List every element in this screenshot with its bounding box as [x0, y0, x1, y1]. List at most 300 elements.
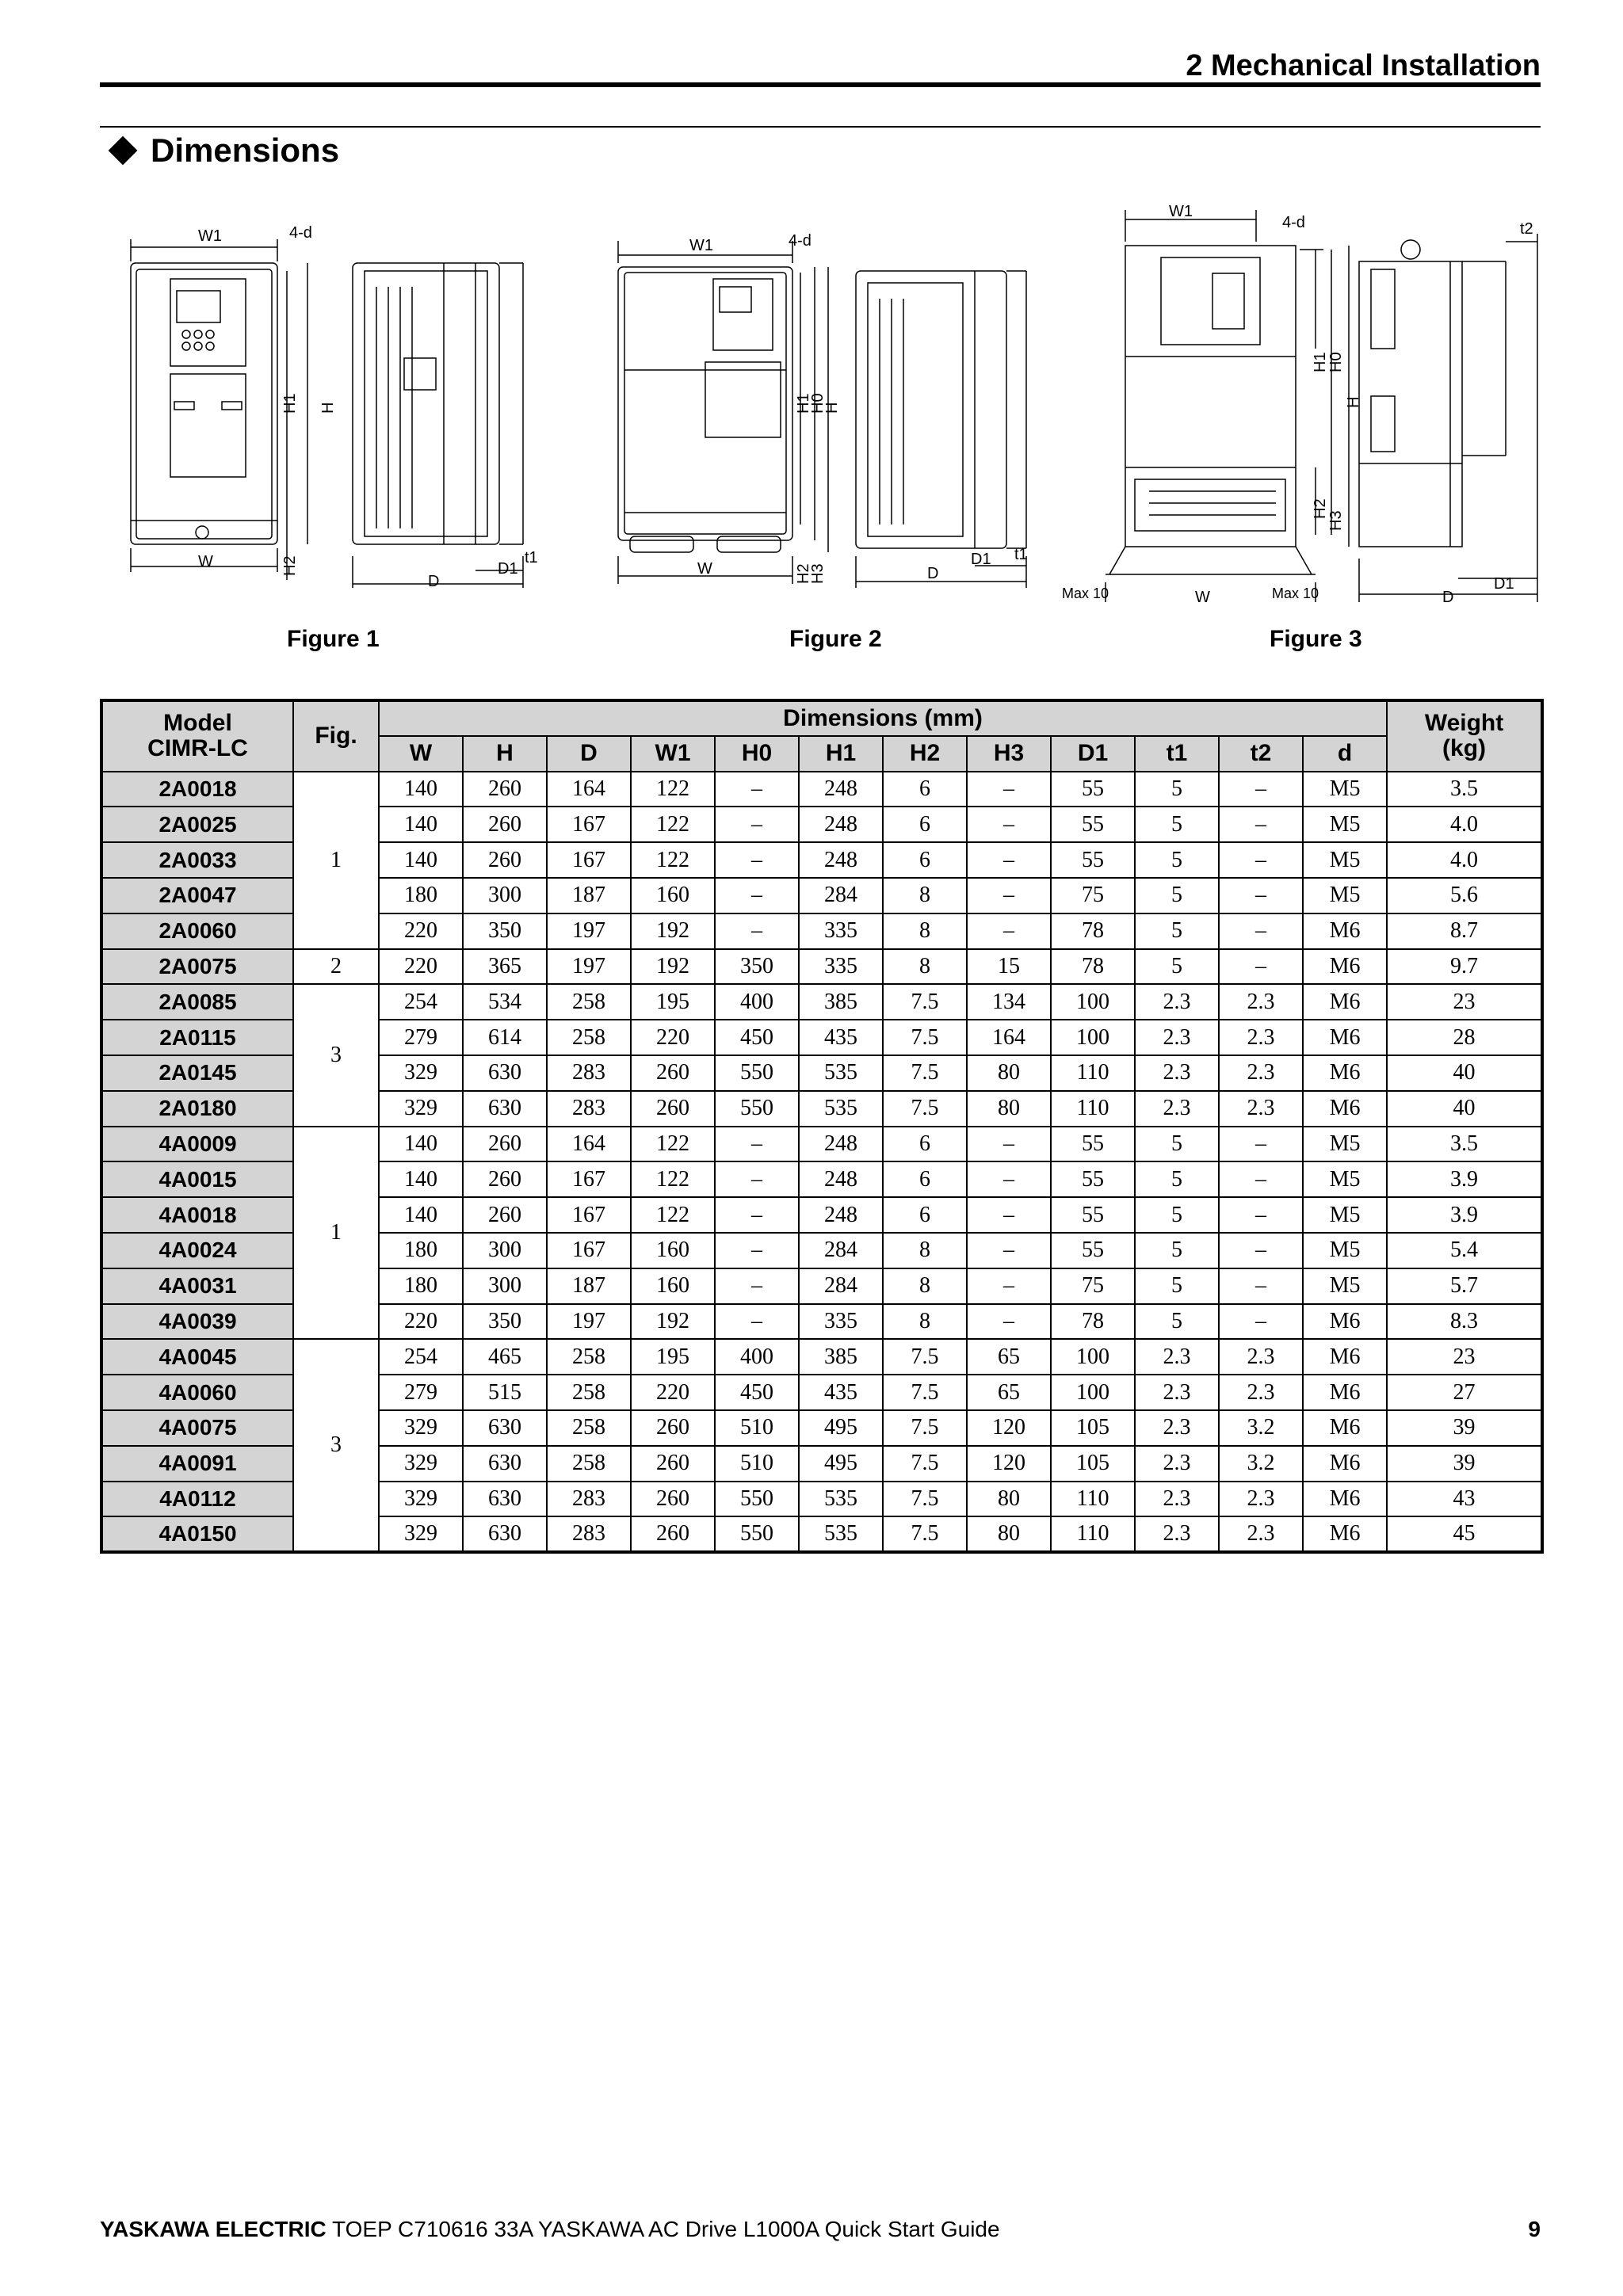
diamond-bullet-icon [109, 136, 138, 166]
header-model-line1: Model [163, 710, 232, 737]
dimension-cell: 2.3 [1219, 1091, 1303, 1127]
weight-cell: 39 [1387, 1446, 1542, 1482]
dimension-cell: 329 [379, 1446, 463, 1482]
dimension-cell: – [1219, 949, 1303, 985]
dimension-cell: 400 [715, 1339, 799, 1375]
fig2-label-h1: H1 [795, 393, 812, 414]
weight-cell: 5.7 [1387, 1268, 1542, 1304]
fig2-label-h: H [823, 402, 841, 414]
dimension-cell: – [967, 772, 1051, 807]
dimension-cell: 6 [883, 1161, 967, 1197]
dimension-cell: – [715, 878, 799, 913]
dimension-cell: 284 [799, 1268, 883, 1304]
dimension-cell: – [967, 1127, 1051, 1162]
dimension-cell: 614 [463, 1020, 547, 1055]
dimension-cell: 260 [463, 842, 547, 878]
dimension-cell: M5 [1303, 1197, 1387, 1233]
weight-cell: 9.7 [1387, 949, 1542, 985]
dimension-cell: 8 [883, 1268, 967, 1304]
model-cell: 2A0145 [101, 1055, 293, 1091]
header-dimensions: Dimensions (mm) [379, 700, 1387, 736]
dimension-cell: M6 [1303, 949, 1387, 985]
dimension-cell: 140 [379, 1197, 463, 1233]
dimension-cell: M6 [1303, 1410, 1387, 1446]
dimension-cell: M6 [1303, 1339, 1387, 1375]
dimension-cell: 300 [463, 1268, 547, 1304]
dimension-cell: 2.3 [1135, 1482, 1219, 1517]
dimension-cell: 254 [379, 1339, 463, 1375]
dimension-cell: – [967, 807, 1051, 842]
dimension-cell: 535 [799, 1516, 883, 1552]
dimension-cell: 164 [547, 1127, 631, 1162]
weight-cell: 4.0 [1387, 842, 1542, 878]
dimensions-table [100, 699, 1544, 1554]
dimension-cell: 283 [547, 1055, 631, 1091]
dimension-cell: 630 [463, 1410, 547, 1446]
model-cell: 4A0060 [101, 1375, 293, 1410]
dimension-cell: 55 [1051, 1197, 1135, 1233]
fig2-label-h3: H3 [809, 563, 827, 584]
dimension-cell: 220 [379, 913, 463, 949]
dimension-cell: 220 [379, 949, 463, 985]
dimension-cell: 197 [547, 913, 631, 949]
fig3-label-d: D [1442, 589, 1454, 606]
fig3-label-4d: 4-d [1282, 214, 1305, 231]
dimension-cell: 329 [379, 1091, 463, 1127]
fig-cell: 3 [293, 1339, 379, 1552]
dimension-cell: M5 [1303, 842, 1387, 878]
dimension-cell: 55 [1051, 772, 1135, 807]
model-cell: 2A0075 [101, 949, 293, 985]
weight-cell: 8.3 [1387, 1304, 1542, 1340]
section-heading [109, 132, 339, 170]
dimension-cell: 2.3 [1135, 1055, 1219, 1091]
dimension-cell: 5 [1135, 1161, 1219, 1197]
dimension-cell: 192 [631, 913, 715, 949]
dimension-cell: 7.5 [883, 1446, 967, 1482]
dimension-cell: 258 [547, 1375, 631, 1410]
dimension-cell: 55 [1051, 1233, 1135, 1268]
dimension-cell: 105 [1051, 1410, 1135, 1446]
dimension-cell: 2.3 [1219, 1375, 1303, 1410]
dimension-cell: – [967, 1161, 1051, 1197]
header-col-h: H [463, 736, 547, 772]
table-row [101, 1339, 1542, 1375]
dimension-cell: 78 [1051, 913, 1135, 949]
dimension-cell: 167 [547, 1161, 631, 1197]
dimension-cell: 192 [631, 949, 715, 985]
dimension-cell: – [1219, 878, 1303, 913]
dimension-cell: 2.3 [1135, 1339, 1219, 1375]
dimension-cell: 134 [967, 984, 1051, 1020]
dimension-cell: 284 [799, 878, 883, 913]
model-cell: 4A0031 [101, 1268, 293, 1304]
dimension-cell: 534 [463, 984, 547, 1020]
dimension-cell: 8 [883, 1233, 967, 1268]
fig-cell: 1 [293, 772, 379, 949]
weight-cell: 8.7 [1387, 913, 1542, 949]
dimension-cell: 258 [547, 1339, 631, 1375]
fig1-label-h: H [319, 402, 337, 414]
header-col-t2: t2 [1219, 736, 1303, 772]
dimension-cell: 7.5 [883, 1410, 967, 1446]
weight-cell: 28 [1387, 1020, 1542, 1055]
dimension-cell: – [715, 1304, 799, 1340]
dimension-cell: – [715, 1161, 799, 1197]
fig3-label-h1: H1 [1312, 352, 1329, 372]
dimension-cell: 435 [799, 1375, 883, 1410]
dimension-cell: 335 [799, 913, 883, 949]
dimension-cell: 329 [379, 1482, 463, 1517]
weight-cell: 40 [1387, 1091, 1542, 1127]
dimension-cell: 283 [547, 1516, 631, 1552]
dimension-cell: 5 [1135, 1127, 1219, 1162]
dimension-cell: 65 [967, 1375, 1051, 1410]
fig2-label-4d: 4-d [789, 232, 812, 250]
dimension-cell: 8 [883, 1304, 967, 1340]
dimension-cell: 197 [547, 1304, 631, 1340]
fig-cell: 3 [293, 984, 379, 1126]
dimension-cell: 279 [379, 1020, 463, 1055]
dimension-cell: 140 [379, 807, 463, 842]
dimension-cell: – [715, 1268, 799, 1304]
fig3-label-h0: H0 [1327, 352, 1345, 372]
dimension-cell: M5 [1303, 1268, 1387, 1304]
fig3-label-max10-left: Max 10 [1062, 585, 1109, 601]
dimension-cell: 260 [463, 1161, 547, 1197]
dimension-cell: 75 [1051, 878, 1135, 913]
dimension-cell: 535 [799, 1091, 883, 1127]
dimension-cell: 80 [967, 1516, 1051, 1552]
dimension-cell: 120 [967, 1410, 1051, 1446]
dimension-cell: 550 [715, 1055, 799, 1091]
dimension-cell: – [967, 842, 1051, 878]
weight-cell: 3.5 [1387, 772, 1542, 807]
dimension-cell: 7.5 [883, 1516, 967, 1552]
dimension-cell: 80 [967, 1091, 1051, 1127]
dimension-cell: 6 [883, 1197, 967, 1233]
table-header-row-1 [101, 700, 1542, 736]
dimension-cell: – [1219, 1127, 1303, 1162]
weight-cell: 23 [1387, 1339, 1542, 1375]
header-col-d: d [1303, 736, 1387, 772]
model-cell: 2A0115 [101, 1020, 293, 1055]
fig2-label-t1: t1 [1014, 546, 1028, 563]
dimension-cell: 5 [1135, 878, 1219, 913]
dimension-cell: 2.3 [1135, 984, 1219, 1020]
dimension-cell: 180 [379, 1268, 463, 1304]
table-row [101, 772, 1542, 807]
dimension-cell: M5 [1303, 807, 1387, 842]
dimension-cell: 197 [547, 949, 631, 985]
dimension-cell: 510 [715, 1410, 799, 1446]
model-cell: 4A0150 [101, 1516, 293, 1552]
dimension-cell: M6 [1303, 1482, 1387, 1517]
dimension-cell: 260 [631, 1482, 715, 1517]
dimension-cell: M5 [1303, 1127, 1387, 1162]
dimension-cell: 5 [1135, 913, 1219, 949]
dimension-cell: 100 [1051, 1020, 1135, 1055]
dimension-cell: 6 [883, 1127, 967, 1162]
fig1-label-w: W [198, 553, 213, 570]
dimension-cell: 3.2 [1219, 1410, 1303, 1446]
dimension-cell: 75 [1051, 1268, 1135, 1304]
dimension-cell: 248 [799, 842, 883, 878]
fig-cell: 2 [293, 949, 379, 985]
fig2-label-h2: H2 [795, 563, 812, 584]
weight-cell: 43 [1387, 1482, 1542, 1517]
dimension-cell: M6 [1303, 1516, 1387, 1552]
header-weight-line1: Weight [1424, 710, 1504, 737]
dimension-cell: – [1219, 913, 1303, 949]
dimension-cell: M5 [1303, 878, 1387, 913]
model-cell: 4A0009 [101, 1127, 293, 1162]
dimension-cell: 55 [1051, 1161, 1135, 1197]
chapter-title: 2 Mechanical Installation [1186, 49, 1541, 82]
dimension-cell: 8 [883, 913, 967, 949]
dimension-cell: 260 [463, 1127, 547, 1162]
dimension-cell: 2.3 [1135, 1020, 1219, 1055]
dimension-cell: 495 [799, 1410, 883, 1446]
dimension-cell: 630 [463, 1091, 547, 1127]
dimension-cell: 630 [463, 1446, 547, 1482]
dimension-cell: 260 [631, 1446, 715, 1482]
dimension-cell: 450 [715, 1020, 799, 1055]
dimension-cell: 5 [1135, 1304, 1219, 1340]
fig3-label-t2: t2 [1520, 220, 1533, 238]
dimension-cell: 187 [547, 878, 631, 913]
dimension-cell: – [715, 842, 799, 878]
dimension-cell: 248 [799, 807, 883, 842]
dimension-cell: 2.3 [1219, 1482, 1303, 1517]
fig3-label-h2: H2 [1312, 498, 1329, 519]
dimension-cell: – [1219, 772, 1303, 807]
dimension-cell: – [967, 1233, 1051, 1268]
header-model-line2: CIMR-LC [147, 735, 248, 762]
dimension-cell: 110 [1051, 1516, 1135, 1552]
fig1-label-d1: D1 [498, 560, 518, 578]
model-cell: 2A0025 [101, 807, 293, 842]
dimension-cell: 385 [799, 1339, 883, 1375]
dimension-cell: 495 [799, 1446, 883, 1482]
dimension-cell: – [715, 1127, 799, 1162]
dimension-cell: 248 [799, 1127, 883, 1162]
dimension-cell: 350 [463, 1304, 547, 1340]
dimension-cell: 3.2 [1219, 1446, 1303, 1482]
dimension-cell: 187 [547, 1268, 631, 1304]
dimension-cell: 260 [631, 1516, 715, 1552]
dimension-cell: 535 [799, 1482, 883, 1517]
dimension-cell: 7.5 [883, 1482, 967, 1517]
dimension-cell: 258 [547, 1446, 631, 1482]
dimension-cell: 5 [1135, 949, 1219, 985]
dimension-cell: 400 [715, 984, 799, 1020]
dimension-cell: M6 [1303, 1304, 1387, 1340]
dimension-cell: 258 [547, 984, 631, 1020]
dimension-cell: – [967, 913, 1051, 949]
dimension-cell: 220 [379, 1304, 463, 1340]
dimension-cell: M6 [1303, 984, 1387, 1020]
dimension-cell: 465 [463, 1339, 547, 1375]
dimension-cell: 260 [631, 1410, 715, 1446]
figure-1-drawing [111, 208, 555, 596]
dimension-cell: M6 [1303, 913, 1387, 949]
header-weight [1387, 700, 1542, 772]
dimension-cell: 2.3 [1135, 1446, 1219, 1482]
dimension-cell: 450 [715, 1375, 799, 1410]
dimension-cell: 78 [1051, 949, 1135, 985]
dimension-cell: 195 [631, 984, 715, 1020]
weight-cell: 40 [1387, 1055, 1542, 1091]
dimension-cell: 8 [883, 949, 967, 985]
dimension-cell: 535 [799, 1055, 883, 1091]
dimension-cell: 7.5 [883, 1339, 967, 1375]
weight-cell: 5.4 [1387, 1233, 1542, 1268]
dimension-cell: 7.5 [883, 1375, 967, 1410]
dimension-cell: 300 [463, 1233, 547, 1268]
dimension-cell: 365 [463, 949, 547, 985]
header-col-t1: t1 [1135, 736, 1219, 772]
header-col-h1: H1 [799, 736, 883, 772]
dimension-cell: – [1219, 807, 1303, 842]
dimension-cell: 350 [463, 913, 547, 949]
dimension-cell: 284 [799, 1233, 883, 1268]
dimension-cell: – [967, 1268, 1051, 1304]
dimension-cell: 385 [799, 984, 883, 1020]
dimension-cell: 122 [631, 1197, 715, 1233]
dimension-cell: – [967, 1197, 1051, 1233]
dimension-cell: 122 [631, 842, 715, 878]
dimension-cell: 300 [463, 878, 547, 913]
dimension-cell: 160 [631, 1233, 715, 1268]
model-cell: 4A0112 [101, 1482, 293, 1517]
dimension-cell: 630 [463, 1516, 547, 1552]
dimension-cell: 5 [1135, 842, 1219, 878]
dimension-cell: 140 [379, 842, 463, 878]
dimension-cell: – [715, 1197, 799, 1233]
fig3-label-w1: W1 [1169, 203, 1193, 220]
header-weight-line2: (kg) [1442, 735, 1487, 762]
dimension-cell: 329 [379, 1410, 463, 1446]
fig2-label-w1: W1 [689, 237, 713, 254]
model-cell: 2A0018 [101, 772, 293, 807]
dimension-cell: 7.5 [883, 984, 967, 1020]
dimension-cell: 164 [967, 1020, 1051, 1055]
dimension-cell: – [1219, 1233, 1303, 1268]
fig1-label-t1: t1 [525, 549, 538, 566]
dimension-cell: 435 [799, 1020, 883, 1055]
figure-2-drawing [610, 223, 1038, 596]
dimension-cell: 335 [799, 949, 883, 985]
dimension-cell: 110 [1051, 1091, 1135, 1127]
dimension-cell: – [1219, 1197, 1303, 1233]
dimension-cell: M6 [1303, 1055, 1387, 1091]
dimension-cell: 283 [547, 1091, 631, 1127]
dimension-cell: M5 [1303, 772, 1387, 807]
dimension-cell: 15 [967, 949, 1051, 985]
fig2-label-w: W [697, 560, 712, 578]
header-col-h0: H0 [715, 736, 799, 772]
model-cell: 4A0091 [101, 1446, 293, 1482]
dimension-cell: 80 [967, 1055, 1051, 1091]
weight-cell: 39 [1387, 1410, 1542, 1446]
dimension-cell: 6 [883, 807, 967, 842]
dimension-cell: 5 [1135, 1268, 1219, 1304]
dimension-cell: 5 [1135, 1233, 1219, 1268]
fig1-label-h2: H2 [281, 555, 299, 576]
figure-3-drawing [1062, 202, 1553, 614]
dimension-cell: 5 [1135, 772, 1219, 807]
dimension-cell: 630 [463, 1055, 547, 1091]
dimension-cell: 515 [463, 1375, 547, 1410]
dimension-cell: – [715, 913, 799, 949]
fig3-label-h: H [1345, 396, 1362, 408]
dimension-cell: 192 [631, 1304, 715, 1340]
dimension-cell: 2.3 [1135, 1410, 1219, 1446]
header-model [101, 700, 293, 772]
header-col-h3: H3 [967, 736, 1051, 772]
header-col-d1: D1 [1051, 736, 1135, 772]
dimension-cell: – [967, 878, 1051, 913]
dimension-cell: 120 [967, 1446, 1051, 1482]
dimension-cell: 220 [631, 1375, 715, 1410]
weight-cell: 27 [1387, 1375, 1542, 1410]
dimension-cell: 8 [883, 878, 967, 913]
dimension-cell: 110 [1051, 1055, 1135, 1091]
model-cell: 2A0047 [101, 878, 293, 913]
dimension-cell: 2.3 [1219, 1516, 1303, 1552]
dimension-cell: 220 [631, 1020, 715, 1055]
dimension-cell: 510 [715, 1446, 799, 1482]
model-cell: 4A0024 [101, 1233, 293, 1268]
dimension-cell: 550 [715, 1091, 799, 1127]
table-row [101, 949, 1542, 985]
fig1-label-d: D [428, 573, 440, 590]
dimension-cell: 283 [547, 1482, 631, 1517]
dimension-cell: – [715, 1233, 799, 1268]
model-cell: 4A0075 [101, 1410, 293, 1446]
dimension-cell: 6 [883, 842, 967, 878]
fig1-label-w1: W1 [198, 227, 222, 245]
table-row [101, 984, 1542, 1020]
dimension-cell: 100 [1051, 1375, 1135, 1410]
dimension-cell: 260 [463, 1197, 547, 1233]
model-cell: 4A0045 [101, 1339, 293, 1375]
fig2-label-h0: H0 [809, 393, 827, 414]
dimension-cell: 2.3 [1135, 1375, 1219, 1410]
dimension-cell: – [967, 1304, 1051, 1340]
section-title: Dimensions [151, 132, 340, 169]
dimension-cell: 195 [631, 1339, 715, 1375]
dimension-cell: 164 [547, 772, 631, 807]
dimension-cell: M6 [1303, 1020, 1387, 1055]
dimension-cell: 2.3 [1219, 1055, 1303, 1091]
dimension-cell: 258 [547, 1020, 631, 1055]
dimension-cell: 248 [799, 772, 883, 807]
dimension-cell: 329 [379, 1516, 463, 1552]
dimension-cell: 248 [799, 1197, 883, 1233]
dimension-cell: 260 [631, 1091, 715, 1127]
header-rule-thin [100, 126, 1541, 128]
weight-cell: 4.0 [1387, 807, 1542, 842]
model-cell: 4A0018 [101, 1197, 293, 1233]
footer-brand: YASKAWA ELECTRIC [100, 2217, 327, 2241]
dimension-cell: 6 [883, 772, 967, 807]
weight-cell: 3.9 [1387, 1161, 1542, 1197]
model-cell: 2A0180 [101, 1091, 293, 1127]
dimension-cell: 5 [1135, 1197, 1219, 1233]
dimension-cell: 350 [715, 949, 799, 985]
